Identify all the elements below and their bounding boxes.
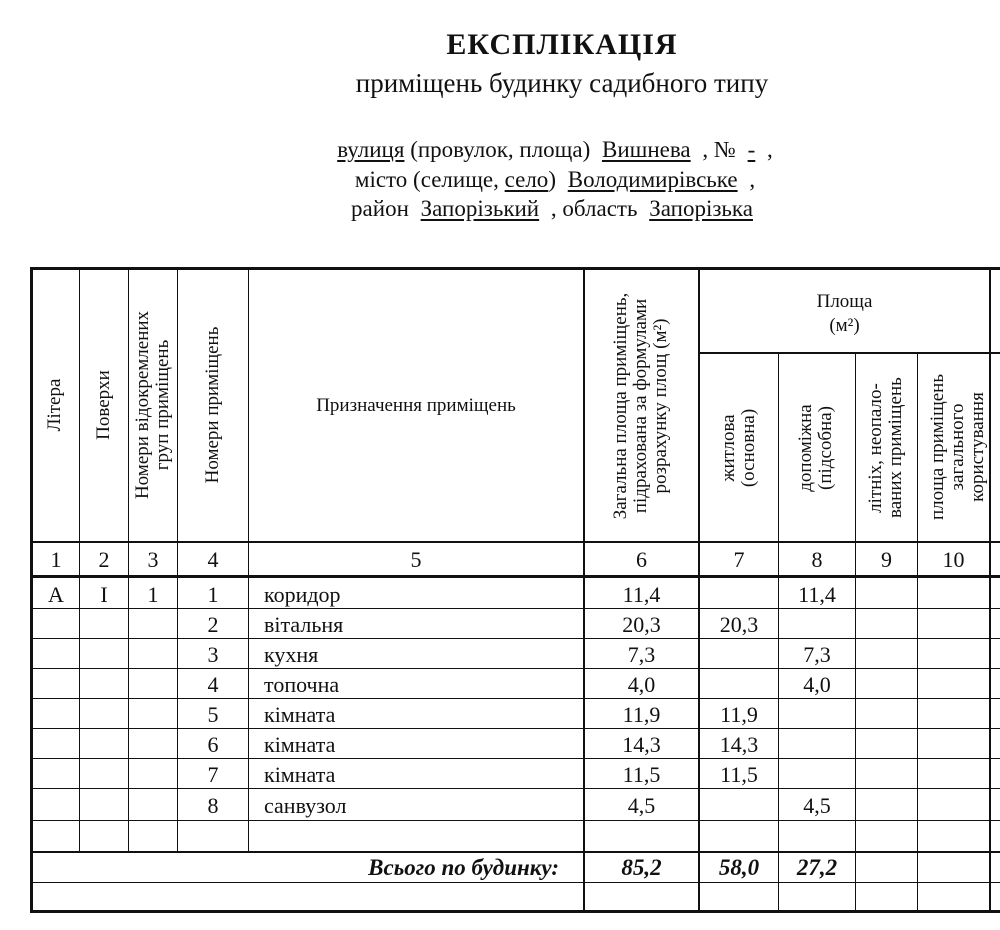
header-auxiliary-area: допоміжна (підсобна) xyxy=(795,404,836,492)
column-number: 6 xyxy=(636,547,647,572)
table-top-border xyxy=(30,267,1000,270)
region-value: Запорізька xyxy=(649,196,753,221)
total-aux-value: 27,2 xyxy=(796,855,838,880)
address-line-district: район Запорізький , область Запорізька xyxy=(0,196,1000,222)
header-floors: Поверхи xyxy=(93,370,114,440)
column-number: 8 xyxy=(811,547,823,572)
header-group-numbers: Номери відокремлених груп приміщень xyxy=(132,310,173,500)
village-label: село xyxy=(504,167,549,192)
header-summer-rooms: літніх, неопало- ваних приміщень xyxy=(865,377,906,518)
street-value: Вишнева xyxy=(602,137,691,162)
header-litera: Літера xyxy=(44,378,65,432)
document-title: ЕКСПЛІКАЦІЯ xyxy=(446,28,678,61)
total-living-value: 58,0 xyxy=(718,855,760,880)
column-number: 4 xyxy=(207,547,219,572)
header-total-area: Загальна площа приміщень, підрахована за формулами розрахунку площ (м²) xyxy=(610,292,671,520)
column-number: 9 xyxy=(881,547,892,572)
house-number-value: - xyxy=(747,137,756,162)
address-line-city: місто (селище, село) Володимирівське , xyxy=(354,167,756,192)
column-number: 5 xyxy=(410,547,422,572)
total-label: Всього по будинку: xyxy=(368,855,559,880)
city-value: Володимирівське xyxy=(567,167,738,192)
header-common-area: площа приміщень загального користування xyxy=(927,374,988,520)
area-group-divider xyxy=(698,352,1000,354)
column-number: 2 xyxy=(98,547,110,572)
address-line-street: вулиця (провулок, площа) Вишнева , № - , xyxy=(337,137,773,162)
header-room-numbers: Номери приміщень xyxy=(202,326,223,484)
header-living-area: житлова (основна) xyxy=(718,408,759,488)
street-label: вулиця xyxy=(337,137,405,162)
header-area-group: Площа (м²) xyxy=(816,291,873,336)
district-value: Запорізький xyxy=(420,196,540,221)
column-number: 7 xyxy=(733,547,745,572)
column-number: 3 xyxy=(147,547,159,572)
total-area-value: 85,2 xyxy=(621,855,662,880)
header-room-purpose: Призначення приміщень xyxy=(316,395,516,416)
document-subtitle: приміщень будинку садибного типу xyxy=(355,68,769,98)
column-number: 10 xyxy=(942,547,965,572)
column-number: 1 xyxy=(50,547,62,572)
